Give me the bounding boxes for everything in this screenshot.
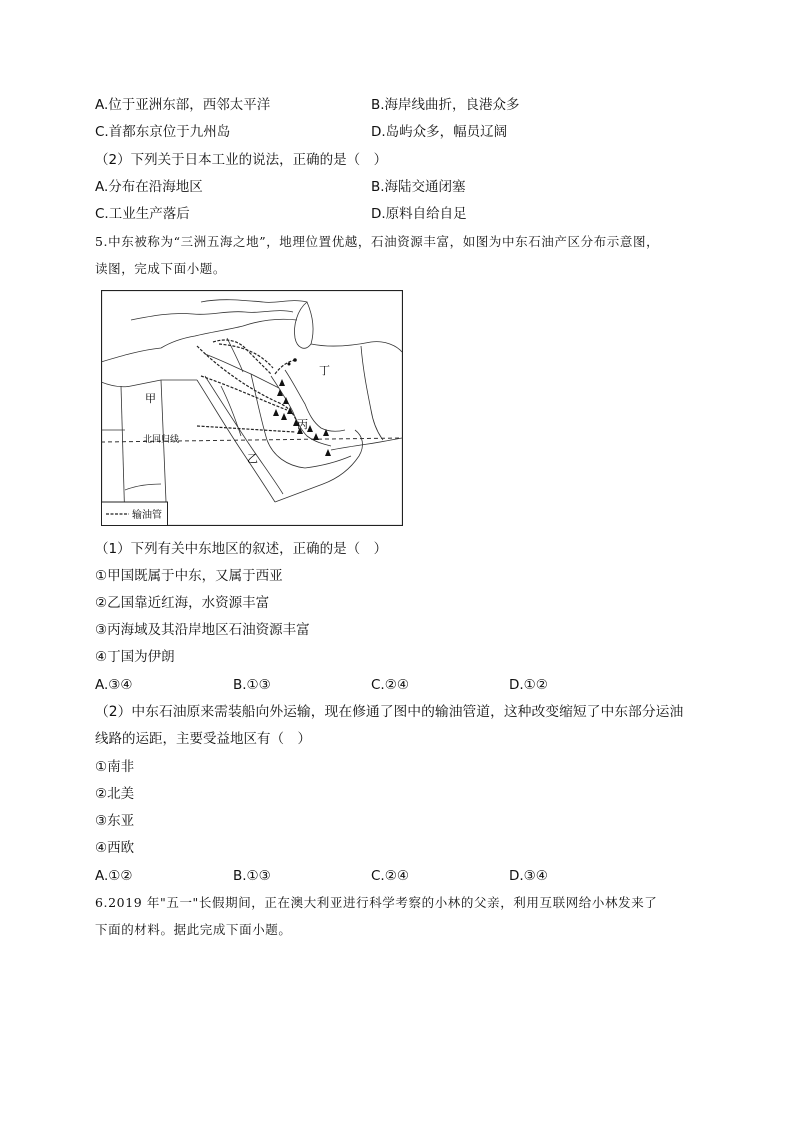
q5-sub1-item-3: ③丙海域及其沿岸地区石油资源丰富 [95,622,310,638]
q5-sub2-item-3: ③东亚 [95,813,135,829]
q5-sub2-stem-line1: （2）中东石油原来需装船向外运输，现在修通了图中的输油管道，这种改变缩短了中东部分运油 [95,704,684,720]
q4-sub2-stem: （2）下列关于日本工业的说法，正确的是（ ） [95,152,388,168]
q5-sub2-option-d: D.③④ [509,868,548,884]
q5-sub1-stem: （1）下列有关中东地区的叙述，正确的是（ ） [95,541,388,557]
q6-intro-line1: 6.2019 年"五一"长假期间，正在澳大利亚进行科学考察的小林的父亲，利用互联网给小林发来了 [95,895,658,910]
q4-option-a: A.位于亚洲东部，西邻太平洋 [95,97,271,113]
q5-sub2-option-c: C.②④ [371,868,409,884]
q4-sub2-option-b: B.海陆交通闭塞 [371,179,466,195]
q5-sub1-option-b: B.①③ [233,677,271,693]
label-ding: 丁 [319,364,330,377]
q5-sub2-item-4: ④西欧 [95,840,135,856]
legend-label: 输油管 [132,510,162,521]
q5-sub1-item-4: ④丁国为伊朗 [95,649,175,665]
q5-sub2-option-b: B.①③ [233,868,271,884]
tropic-label: 北回归线 [143,435,180,445]
label-bing: 丙 [297,418,308,431]
q5-sub2-item-2: ②北美 [95,786,135,802]
q5-sub1-option-d: D.①② [509,677,548,693]
q5-sub2-item-1: ①南非 [95,759,135,775]
label-jia: 甲 [145,392,156,405]
map-frame [102,291,403,526]
q5-sub1-item-2: ②乙国靠近红海，水资源丰富 [95,595,270,611]
q6-intro-line2: 下面的材料。据此完成下面小题。 [95,922,292,937]
q4-sub2-option-c: C.工业生产落后 [95,206,190,222]
q5-sub2-stem-line2: 线路的运距，主要受益地区有（ ） [95,731,311,747]
middle-east-oil-map [101,290,403,526]
q4-sub2-option-d: D.原料自给自足 [371,206,467,222]
q5-intro-line1: 5.中东被称为“三洲五海之地”，地理位置优越，石油资源丰富，如图为中东石油产区分布示意图， [95,234,660,249]
q4-option-c: C.首都东京位于九州岛 [95,124,231,140]
q4-sub2-option-a: A.分布在沿海地区 [95,179,203,195]
q5-sub1-option-a: A.③④ [95,677,133,693]
q4-option-b: B.海岸线曲折，良港众多 [371,97,520,113]
q4-option-d: D.岛屿众多，幅员辽阔 [371,124,508,140]
q5-sub1-item-1: ①甲国既属于中东，又属于西亚 [95,568,283,584]
q5-sub2-option-a: A.①② [95,868,133,884]
q5-sub1-option-c: C.②④ [371,677,409,693]
label-yi: 乙 [247,452,258,465]
q5-intro-line2: 读图，完成下面小题。 [95,261,227,276]
